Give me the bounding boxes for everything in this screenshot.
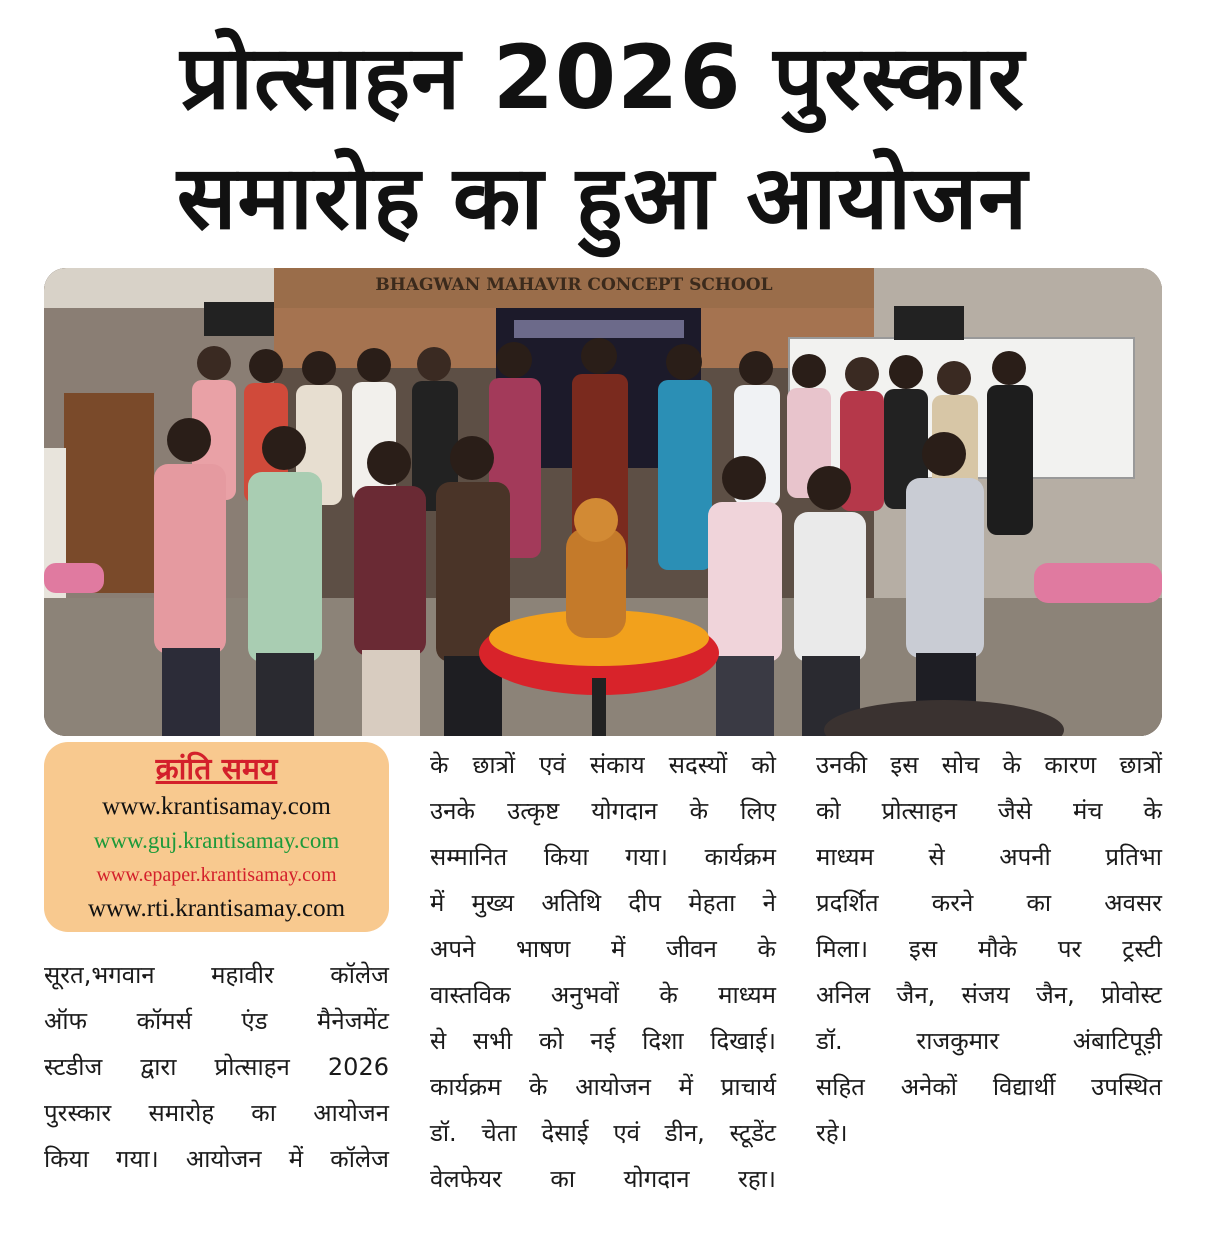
article-line: स्टडीज द्वारा प्रोत्साहन 2026 [44, 1053, 389, 1081]
article-line: को प्रोत्साहन जैसे मंच के [816, 797, 1162, 825]
article-line: वास्तविक अनुभवों के माध्यम [430, 981, 776, 1009]
headline-line-1: प्रोत्साहन 2026 पुरस्कार [180, 26, 1025, 129]
article-line: से सभी को नई दिशा दिखाई। [430, 1027, 776, 1055]
rti-website-link[interactable]: www.rti.krantisamay.com [87, 895, 346, 922]
article-line: के छात्रों एवं संकाय सदस्यों को [430, 751, 776, 779]
article-line: मिला। इस मौके पर ट्रस्टी [816, 935, 1162, 963]
epaper-website-link[interactable]: www.epaper.krantisamay.com [96, 864, 337, 886]
article-line: डॉ. राजकुमार अंबाटिपूड़ी [816, 1027, 1162, 1055]
article-column-3 [816, 742, 1162, 1156]
publication-brand-box [44, 742, 389, 932]
article-line: कार्यक्रम के आयोजन में प्राचार्य [430, 1073, 776, 1101]
article-line: सम्मानित किया गया। कार्यक्रम [430, 843, 776, 871]
article-column-2 [430, 742, 776, 1202]
publication-name: क्रांति समय [155, 752, 278, 787]
headline-line-2: समारोह का हुआ आयोजन [176, 146, 1029, 249]
article-line: उनकी इस सोच के कारण छात्रों [816, 751, 1162, 779]
article-line: सूरत,भगवान महावीर कॉलेज [44, 961, 389, 989]
website-link[interactable]: www.krantisamay.com [102, 793, 331, 820]
article-line: अनिल जैन, संजय जैन, प्रोवोस्ट [816, 981, 1162, 1009]
headline [40, 18, 1165, 258]
article-line: पुरस्कार समारोह का आयोजन [44, 1099, 389, 1127]
article-line: रहे। [816, 1119, 848, 1147]
event-group-photo [44, 268, 1162, 736]
article-line: ऑफ कॉमर्स एंड मैनेजमेंट [44, 1007, 389, 1035]
article-line: प्रदर्शित करने का अवसर [816, 889, 1162, 917]
article-column-1 [44, 952, 389, 1182]
article-line: वेलफेयर का योगदान रहा। [430, 1165, 776, 1193]
article-line: किया गया। आयोजन में कॉलेज [44, 1145, 389, 1173]
article-line: सहित अनेकों विद्यार्थी उपस्थित [816, 1073, 1162, 1101]
article-line: डॉ. चेता देसाई एवं डीन, स्टूडेंट [430, 1119, 776, 1147]
article-line: उनके उत्कृष्ट योगदान के लिए [430, 797, 776, 825]
gujarati-website-link[interactable]: www.guj.krantisamay.com [93, 828, 340, 853]
article-line: में मुख्य अतिथि दीप मेहता ने [430, 889, 776, 917]
photo-banner-text: BHAGWAN MAHAVIR CONCEPT SCHOOL [375, 275, 773, 295]
article-line: अपने भाषण में जीवन के [430, 935, 776, 963]
article-line: माध्यम से अपनी प्रतिभा [816, 843, 1162, 871]
